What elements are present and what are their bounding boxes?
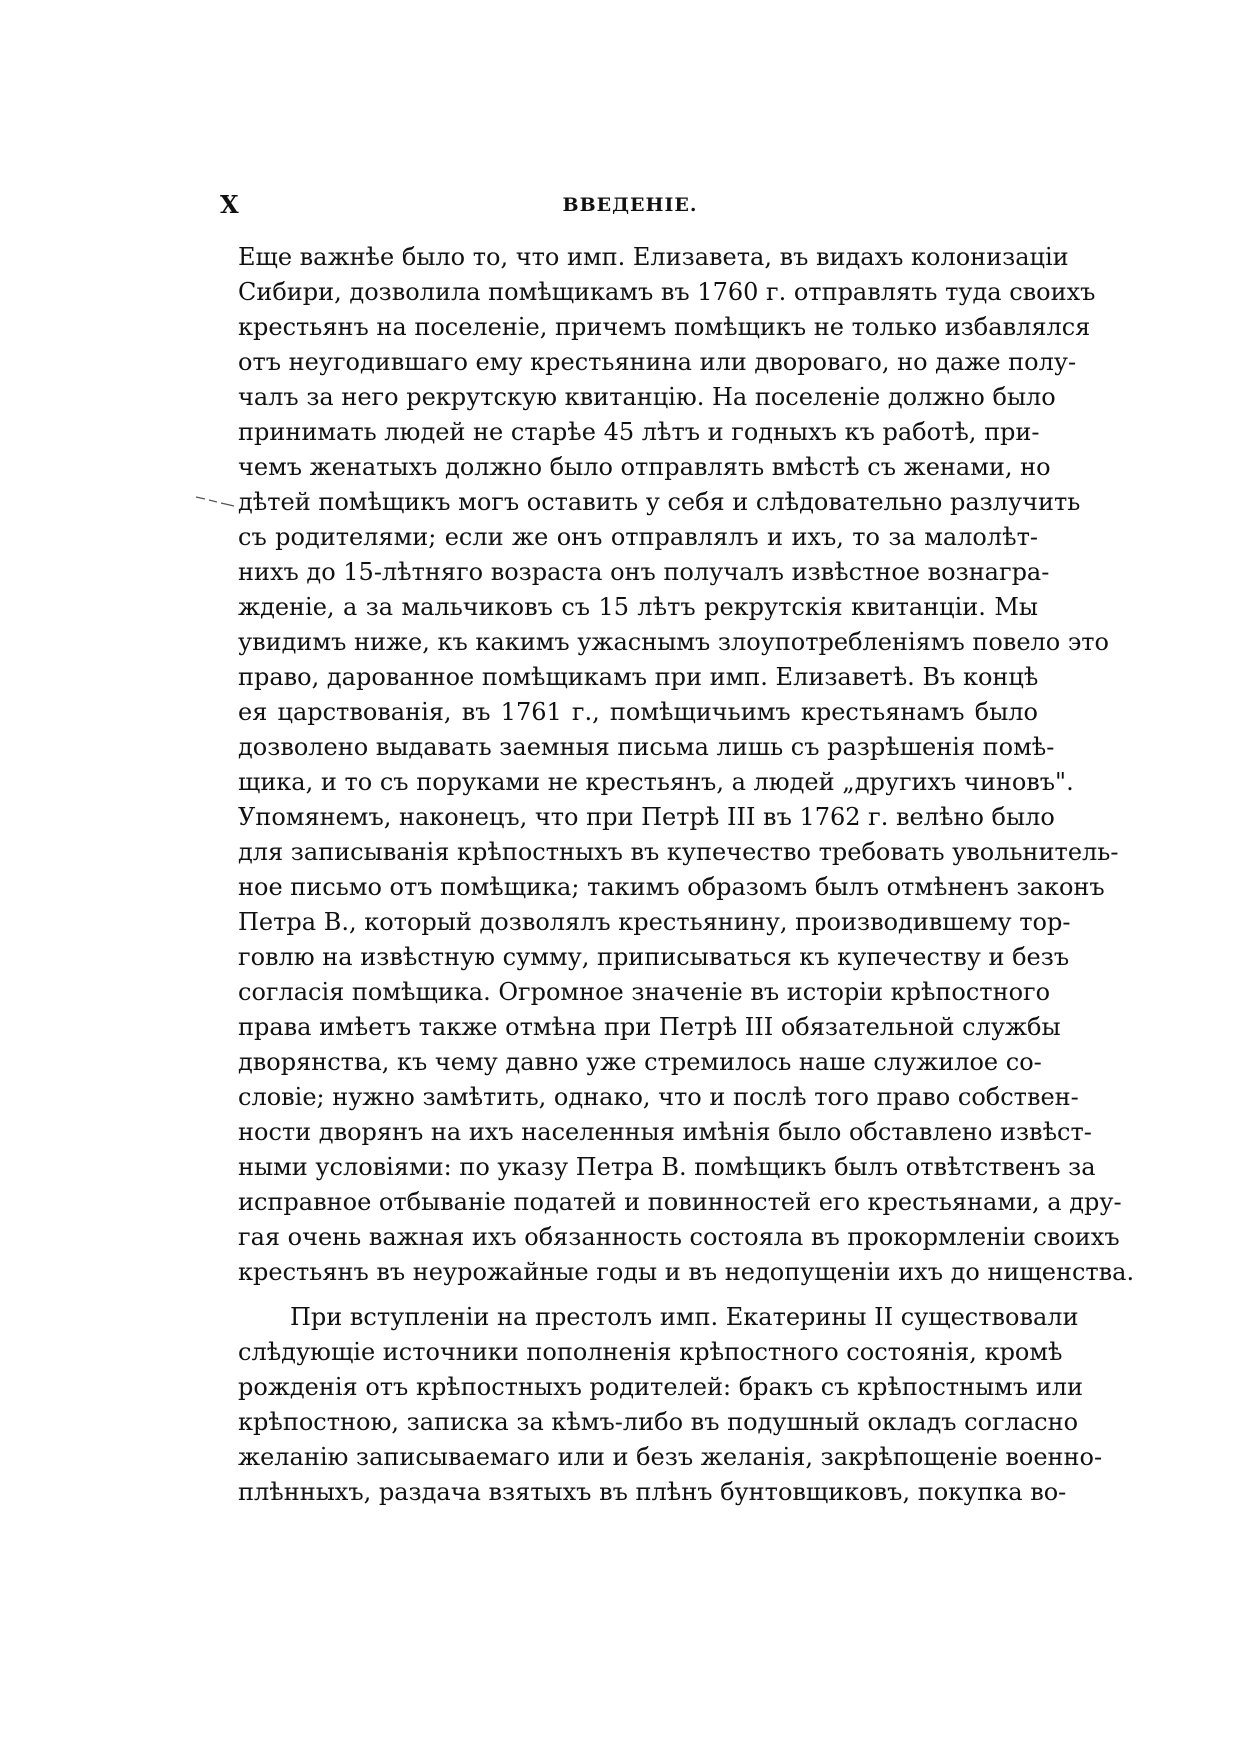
- text-line: ное письмо отъ помѣщика; такимъ образомъ былъ отмѣненъ законъ: [238, 873, 1105, 901]
- paragraph: [238, 240, 1135, 1290]
- text-line: гая очень важная ихъ обязанность состояла въ прокормленіи своихъ: [238, 1223, 1120, 1251]
- text-line: принимать людей не старѣе 45 лѣтъ и годныхъ къ работѣ, при-: [238, 418, 1040, 446]
- text-line: нихъ до 15-лѣтняго возраста онъ получалъ извѣстное вознагра-: [238, 558, 1050, 586]
- text-line: чалъ за него рекрутскую квитанцію. На поселеніе должно было: [238, 383, 1056, 411]
- text-line: плѣнныхъ, раздача взятыхъ въ плѣнъ бунтовщиковъ, покупка во-: [238, 1478, 1067, 1506]
- margin-pencil-mark: [195, 495, 235, 507]
- text-line: увидимъ ниже, къ какимъ ужаснымъ злоупотребленіямъ повело это: [238, 628, 1110, 656]
- page-header: [220, 190, 1040, 220]
- text-line: ея царствованія, въ 1761 г., помѣщичьимъ крестьянамъ было: [238, 698, 1038, 726]
- running-title: ВВЕДЕНІЕ.: [562, 194, 698, 216]
- text-line: право, дарованное помѣщикамъ при имп. Елизаветѣ. Въ концѣ: [238, 663, 1039, 691]
- text-line: рожденія отъ крѣпостныхъ родителей: бракъ съ крѣпостнымъ или: [238, 1373, 1083, 1401]
- text-line: права имѣетъ также отмѣна при Петрѣ III обязательной службы: [238, 1013, 1061, 1041]
- paragraph-gap: [238, 1290, 1038, 1300]
- text-line: слѣдующіе источники пополненія крѣпостного состоянія, кромѣ: [238, 1338, 1063, 1366]
- text-line: Упомянемъ, наконецъ, что при Петрѣ III въ 1762 г. велѣно было: [238, 803, 1055, 831]
- text-line: дворянства, къ чему давно уже стремилось наше служилое со-: [238, 1048, 1042, 1076]
- body-text: [238, 240, 1135, 1510]
- text-line: жденіе, а за мальчиковъ съ 15 лѣтъ рекрутскія квитанціи. Мы: [238, 593, 1038, 621]
- text-line: словіе; нужно замѣтить, однако, что и послѣ того право собствен-: [238, 1083, 1079, 1111]
- text-line: ности дворянъ на ихъ населенныя имѣнія было обставлено извѣст-: [238, 1118, 1092, 1146]
- text-line: крестьянъ въ неурожайные годы и въ недопущеніи ихъ до нищенства.: [238, 1258, 1135, 1286]
- text-line: щика, и то съ поруками не крестьянъ, а людей „другихъ чиновъ".: [238, 768, 1074, 796]
- paragraph: [238, 1300, 1103, 1510]
- text-line: для записыванія крѣпостныхъ въ купечество требовать увольнитель-: [238, 838, 1119, 866]
- text-line: Сибири, дозволила помѣщикамъ въ 1760 г. отправлять туда своихъ: [238, 278, 1096, 306]
- text-line: крѣпостною, записка за кѣмъ-либо въ подушный окладъ согласно: [238, 1408, 1079, 1436]
- text-line: исправное отбываніе податей и повинностей его крестьянами, а дру-: [238, 1188, 1122, 1216]
- text-line: чемъ женатыхъ должно было отправлять вмѣстѣ съ женами, но: [238, 453, 1051, 481]
- text-line: крестьянъ на поселеніе, причемъ помѣщикъ не только избавлялся: [238, 313, 1091, 341]
- text-line: Петра В., который дозволялъ крестьянину, производившему тор-: [238, 908, 1071, 936]
- text-line: дозволено выдавать заемныя письма лишь съ разрѣшенія помѣ-: [238, 733, 1055, 761]
- text-line: При вступленіи на престолъ имп. Екатерины II существовали: [290, 1303, 1079, 1331]
- text-line: желанію записываемаго или и безъ желанія, закрѣпощеніе военно-: [238, 1443, 1103, 1471]
- page-number: X: [220, 190, 239, 219]
- text-line: Еще важнѣе было то, что имп. Елизавета, въ видахъ колонизаціи: [238, 243, 1069, 271]
- text-line: говлю на извѣстную сумму, приписываться къ купечеству и безъ: [238, 943, 1070, 971]
- text-line: съ родителями; если же онъ отправлялъ и ихъ, то за малолѣт-: [238, 523, 1038, 551]
- text-line: ными условіями: по указу Петра В. помѣщикъ былъ отвѣтственъ за: [238, 1153, 1096, 1181]
- text-line: отъ неугодившаго ему крестьянина или двороваго, но даже полу-: [238, 348, 1077, 376]
- text-line: согласія помѣщика. Огромное значеніе въ исторіи крѣпостного: [238, 978, 1051, 1006]
- text-line: дѣтей помѣщикъ могъ оставить у себя и слѣдовательно разлучить: [238, 488, 1081, 516]
